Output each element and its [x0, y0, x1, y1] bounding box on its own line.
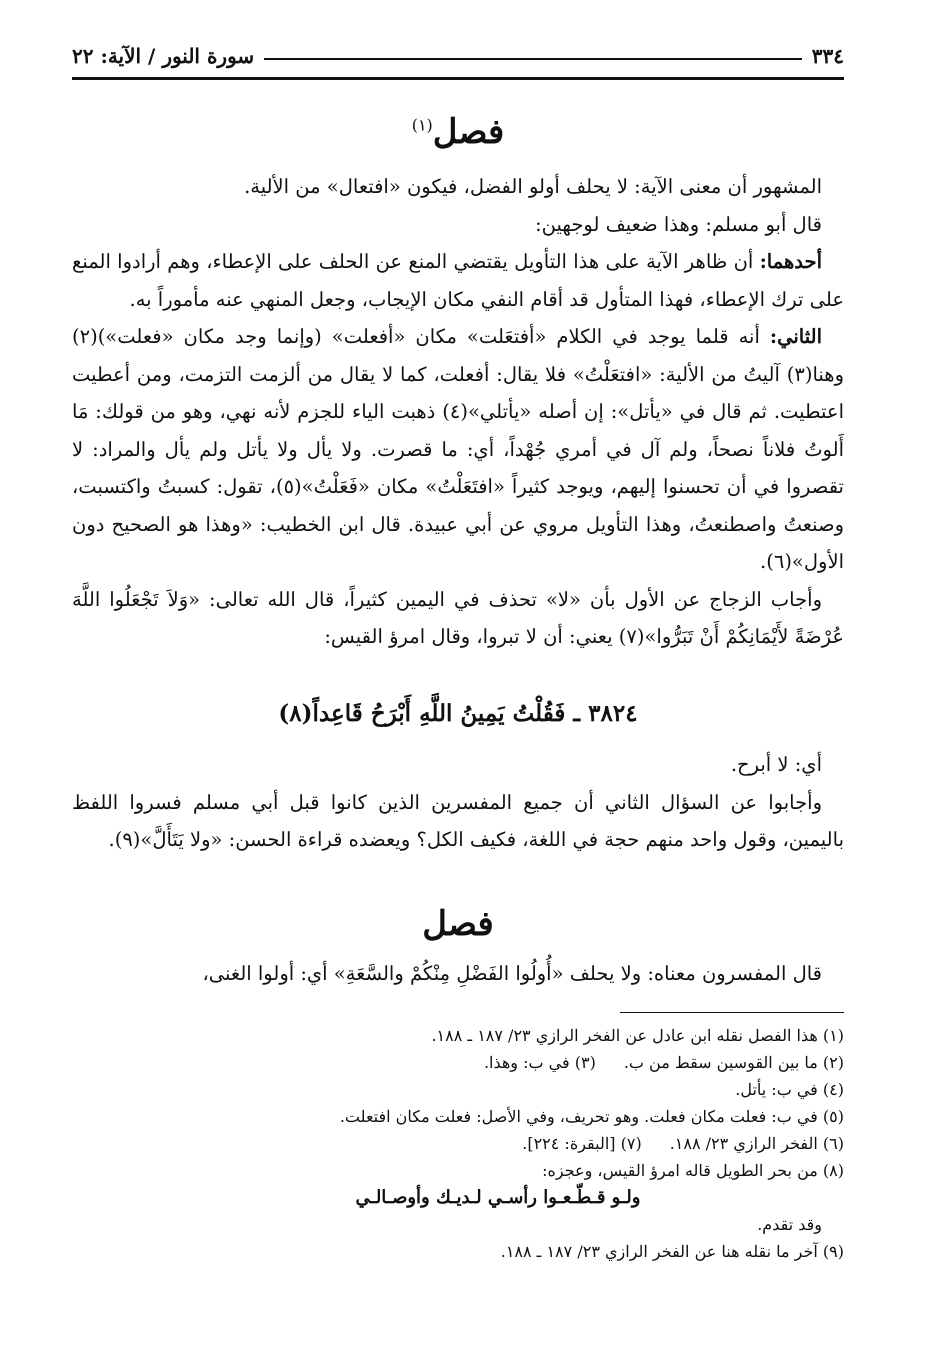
section-title-text: فصل — [432, 112, 505, 152]
footnote-1: (١) هذا الفصل نقله ابن عادل عن الفخر الرازي ٢٣/ ١٨٧ ـ ١٨٨. — [431, 1026, 844, 1045]
footnotes — [72, 1022, 844, 1265]
page-number: ٣٣٤ — [811, 44, 844, 68]
section-title-note: (١) — [411, 115, 433, 135]
footnote-8-tail: وقد تقدم. — [757, 1215, 822, 1234]
footnote-7: (٧) [البقرة: ٢٢٤]. — [522, 1134, 642, 1153]
section-title-2: فصل — [422, 904, 494, 944]
footnote-row-6-7 — [72, 1130, 844, 1157]
footnote-6: (٦) الفخر الرازي ٢٣/ ١٨٨. — [669, 1134, 844, 1153]
footnote-9: (٩) آخر ما نقله هنا عن الفخر الرازي ٢٣/ ١٨٧ ـ ١٨٨. — [500, 1242, 844, 1261]
page-header — [72, 38, 844, 68]
paragraph-4: الثاني: أنه قلما يوجد في الكلام «أفتعَلت» مكان «أفعلت» (وإنما وجد مكان «فعلت»)(٢) وهنا(٣) آليتُ من الألية: «افتعَلْتُ» فلا يقال: أفعلت، كما لا يقال من ألزمت التزمت، ومن أعطيت اعتطيت. ثم قال في «يأتل»: إن أصله «يأتلي»(٤) ذهبت الياء للجزم لأنه نهي، وهو من قولك: مَا أَلوتُ فلاناً نصحاً، ولم آل في أمري جُهْداً، أي: ما قصرت. ولا يأل ولا يأتل ولم يأل والمراد: لا تقصروا في أن تحسنوا إليهم، ويوجد كثيراً «افتَعَلْتُ» مكان «فَعَلْتُ»(٥)، تقول: كسبتُ واكتسبت، وصنعتُ واصطنعتُ، وهذا التأويل مروي عن أبي عبيدة. قال ابن الخطيب: «وهذا هو الصحيح دون الأول»(٦). — [72, 325, 844, 573]
footnote-2: (٢) ما بين القوسين سقط من ب. — [623, 1053, 844, 1072]
footnote-4: (٤) في ب: يأتل. — [735, 1080, 844, 1099]
section-title-1 — [72, 112, 844, 152]
surah-reference: سورة النور / الآية: ٢٢ — [72, 44, 255, 68]
footnote-8: (٨) من بحر الطويل قاله امرؤ القيس، وعجزه: — [542, 1161, 844, 1180]
paragraph-2: قال أبو مسلم: وهذا ضعيف لوجهين: — [535, 212, 822, 236]
footnote-3: (٣) في ب: وهذا. — [483, 1053, 596, 1072]
footnote-8-verse: ولـو قـطّـعـوا رأسـي لـديـك وأوصـالـي — [355, 1187, 641, 1208]
paragraph-5: وأجاب الزجاج عن الأول بأن «لا» تحذف في اليمين كثيراً، قال الله تعالى: «وَلاَ تَجْعَلُوا اللَّهَ عُرْضَةً لأَيْمَانِكُمْ أَنْ تَبَرُّوا»(٧) يعني: أن لا تبروا، وقال امرؤ القيس: — [72, 587, 844, 648]
section1-body — [72, 168, 844, 656]
section2-body — [72, 955, 844, 993]
bold-lead: الثاني: — [769, 325, 822, 348]
footnote-row-2-3 — [72, 1049, 844, 1076]
paragraph-7: وأجابوا عن السؤال الثاني أن جميع المفسرين الذين كانوا قبل أبي مسلم فسروا اللفظ باليمين، وقول واحد منهم حجة في اللغة، فكيف الكل؟ ويعضده قراءة الحسن: «ولا يَتَأَلَّ»(٩). — [72, 790, 844, 851]
section1-after-verse — [72, 746, 844, 859]
paragraph-1: المشهور أن معنى الآية: لا يحلف أولو الفضل، فيكون «افتعال» من الألية. — [244, 175, 822, 198]
bold-lead: أحدهما: — [759, 250, 822, 273]
paragraph-8: قال المفسرون معناه: ولا يحلف «أُولُوا الفَضْلِ مِنْكُمْ والسَّعَةِ» أي: أولوا الغنى، — [202, 962, 822, 985]
footnote-separator — [620, 1012, 844, 1013]
header-line — [264, 58, 802, 60]
header-rule — [72, 77, 844, 80]
paragraph-3: أحدهما: أن ظاهر الآية على هذا التأويل يقتضي المنع عن الحلف على الإعطاء، وهم أرادوا المنع على ترك الإعطاء، فهذا المتأول قد أقام النفي مكان الإيجاب، وجعل المنهي عنه مأموراً به. — [72, 250, 844, 311]
verse-3824: ٣٨٢٤ ـ فَقُلْتُ يَمِينُ اللَّهِ أَبْرَحُ قَاعِداً(٨) — [278, 700, 638, 727]
paragraph-6: أي: لا أبرح. — [730, 753, 822, 776]
footnote-5: (٥) في ب: فعلت مكان فعلت. وهو تحريف، وفي الأصل: فعلت مكان افتعلت. — [339, 1107, 844, 1126]
